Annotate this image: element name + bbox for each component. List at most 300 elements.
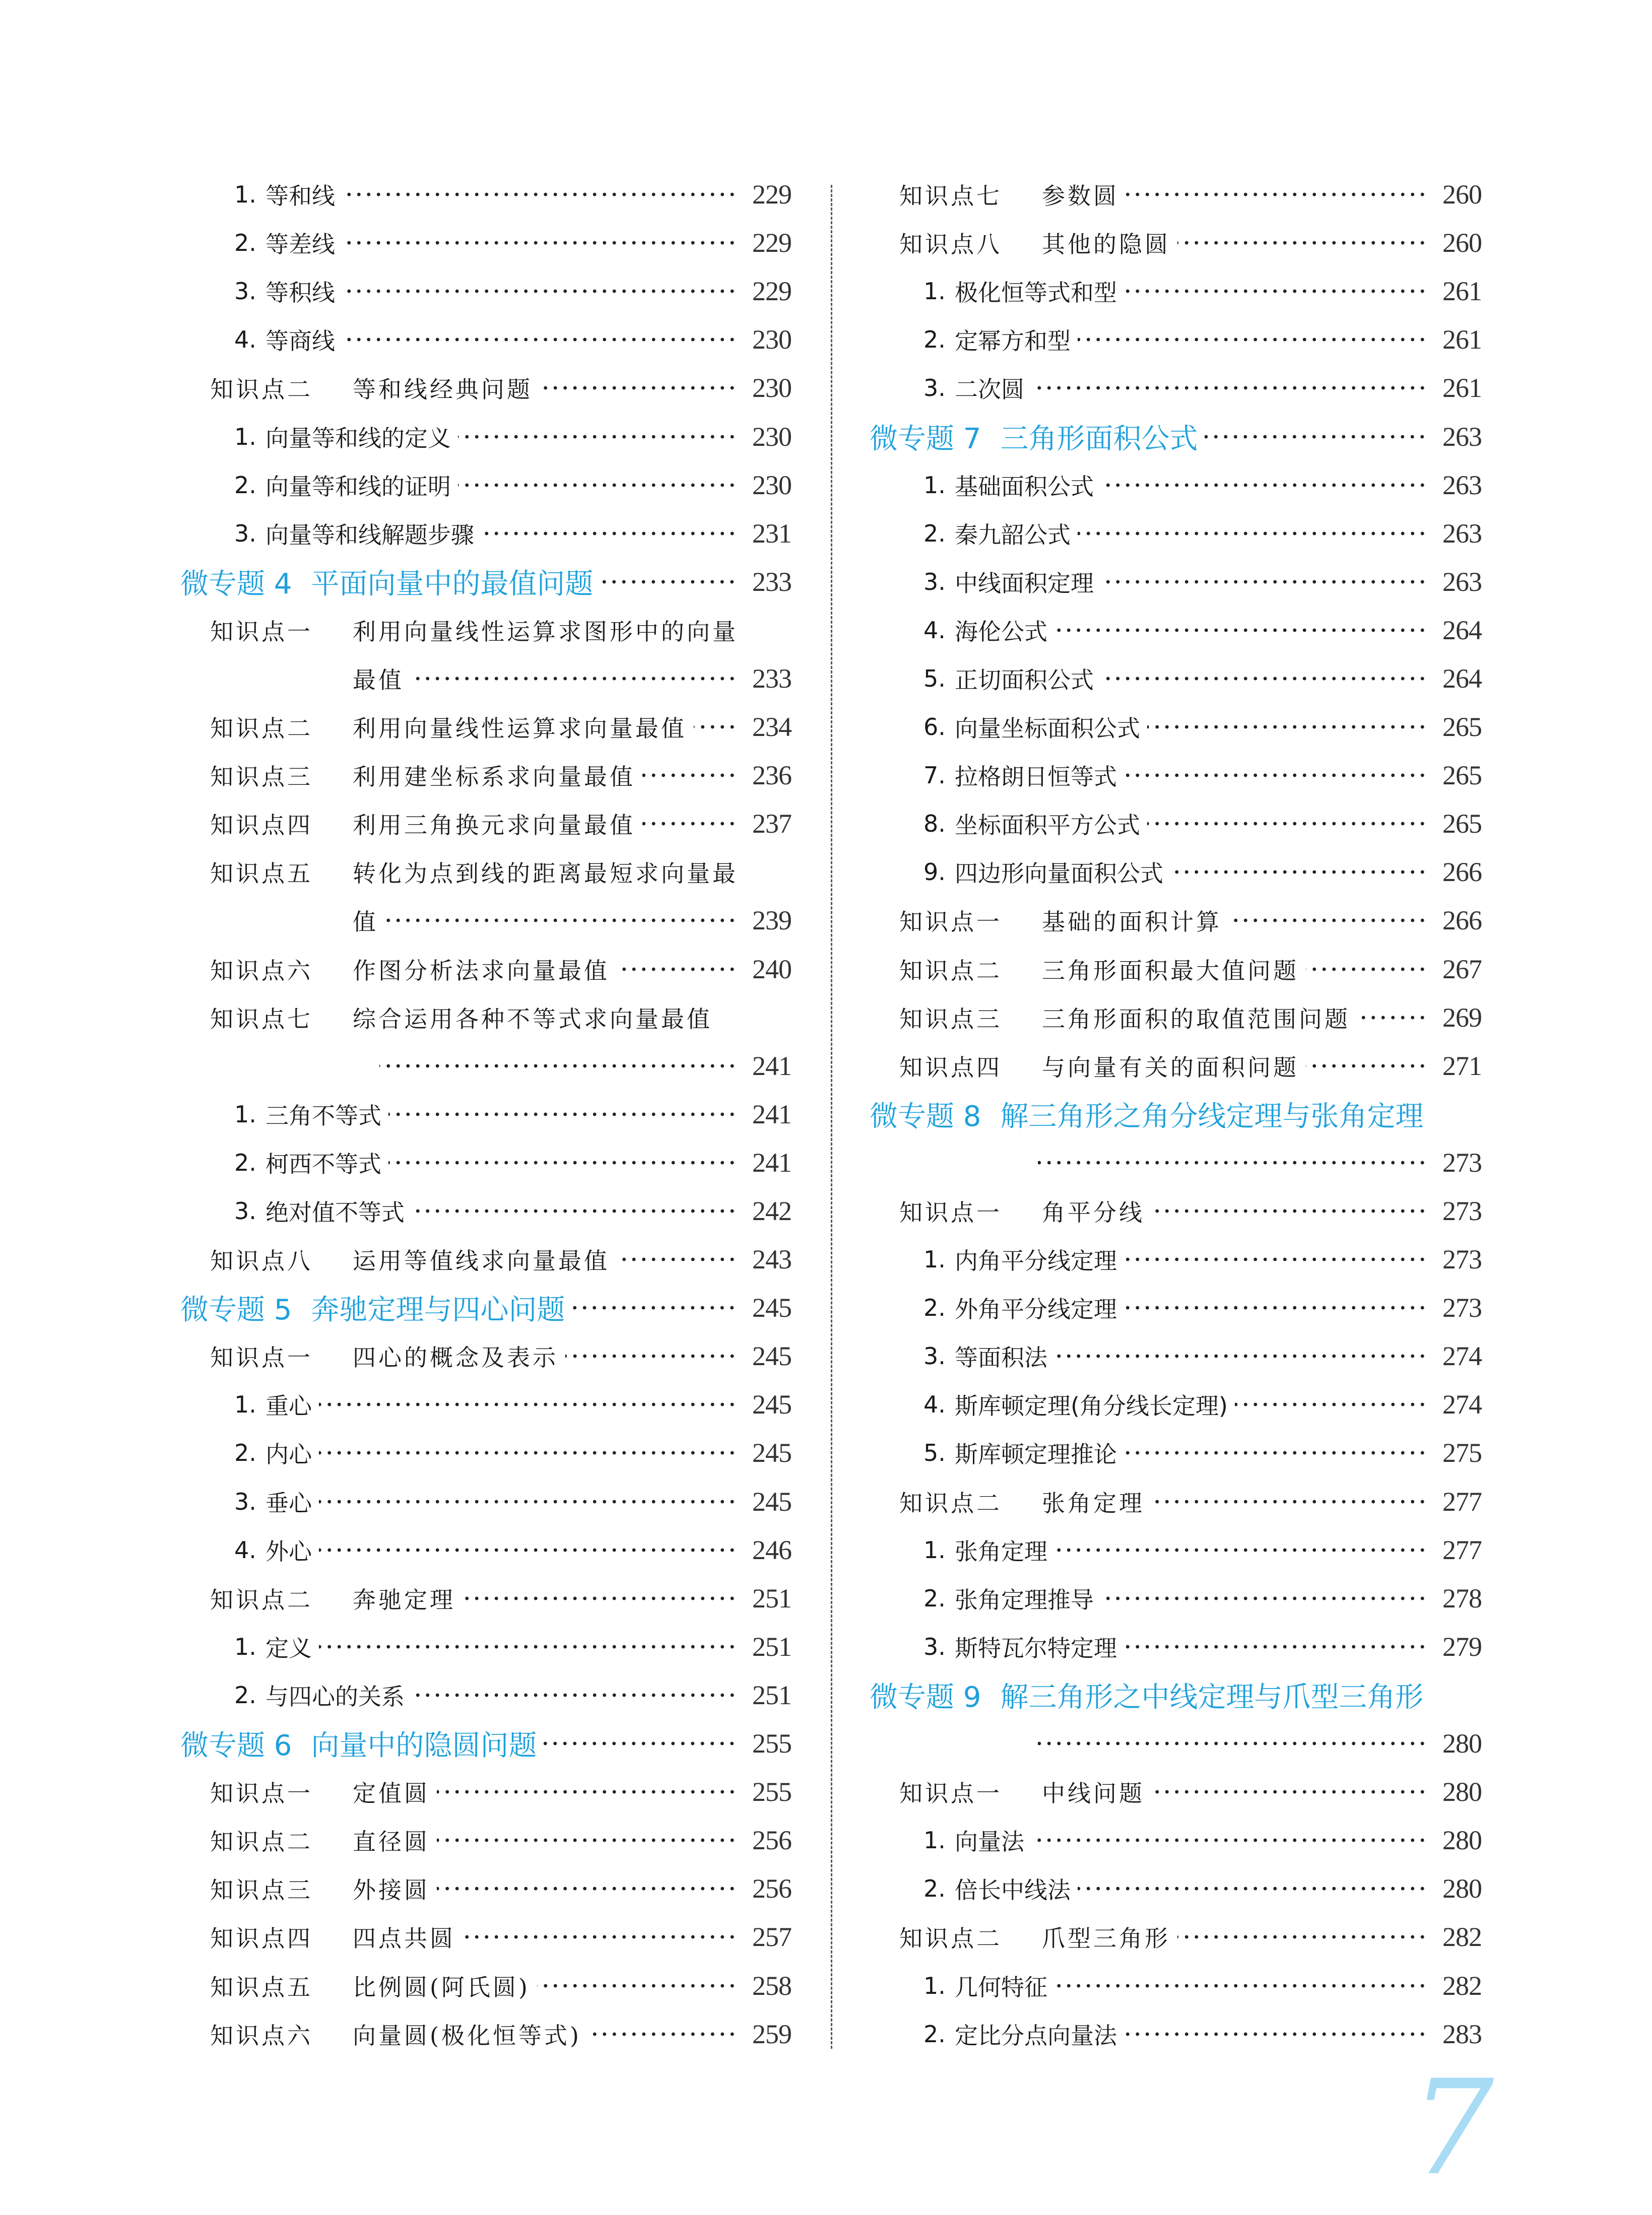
dot-leader bbox=[1177, 240, 1427, 245]
toc-item-entry[interactable] bbox=[180, 1671, 791, 1719]
topic-label: 微专题 4 bbox=[180, 567, 292, 600]
toc-item-entry[interactable] bbox=[180, 1187, 791, 1235]
item-number: 1. bbox=[234, 181, 256, 209]
entry-label bbox=[210, 1969, 530, 2002]
item-number: 3. bbox=[923, 374, 946, 402]
knowledge-point-title: 基础的面积计算 bbox=[1042, 908, 1222, 936]
page-number: 7 bbox=[1411, 2052, 1494, 2204]
toc-left-column bbox=[180, 170, 791, 2058]
toc-item-entry[interactable] bbox=[180, 1090, 791, 1138]
item-title: 等差线 bbox=[266, 231, 335, 258]
entry-label bbox=[234, 275, 335, 308]
entry-label bbox=[870, 417, 1198, 457]
entry-label bbox=[923, 565, 1094, 598]
toc-item-entry[interactable] bbox=[870, 1816, 1482, 1864]
dot-leader bbox=[1306, 967, 1427, 972]
toc-knowledge-point-entry[interactable] bbox=[180, 364, 791, 412]
toc-item-entry[interactable] bbox=[180, 315, 791, 364]
entry-label bbox=[210, 1775, 430, 1808]
dot-leader bbox=[1170, 869, 1427, 875]
item-title: 向量法 bbox=[955, 1828, 1024, 1856]
entry-label bbox=[234, 1098, 381, 1131]
entry-label bbox=[234, 178, 335, 211]
toc-knowledge-point-entry[interactable] bbox=[180, 945, 791, 993]
page-number-ref: 251 bbox=[752, 1680, 791, 1710]
toc-item-entry[interactable] bbox=[870, 558, 1482, 606]
item-title: 中线面积定理 bbox=[955, 569, 1094, 597]
toc-knowledge-point-entry[interactable] bbox=[870, 1187, 1482, 1235]
page-number-ref: 251 bbox=[752, 1583, 791, 1614]
item-title: 外心 bbox=[266, 1537, 312, 1565]
toc-knowledge-point-entry[interactable] bbox=[870, 170, 1482, 219]
toc-item-entry[interactable] bbox=[180, 1429, 791, 1477]
knowledge-point-title: 参数圆 bbox=[1042, 182, 1119, 210]
entry-label bbox=[210, 614, 738, 647]
page-number-ref: 266 bbox=[1442, 857, 1482, 888]
toc-item-entry[interactable] bbox=[180, 1380, 791, 1429]
dot-leader bbox=[544, 1741, 737, 1746]
item-number: 3. bbox=[923, 1343, 946, 1370]
entry-label bbox=[899, 1485, 1145, 1518]
topic-label: 微专题 7 bbox=[870, 422, 981, 455]
page-number-ref: 273 bbox=[1442, 1196, 1482, 1227]
item-number: 2. bbox=[234, 1149, 256, 1176]
toc-item-entry[interactable] bbox=[180, 1138, 791, 1187]
knowledge-point-label: 知识点七 bbox=[210, 1005, 313, 1033]
dot-leader bbox=[412, 1693, 737, 1698]
dot-leader bbox=[1124, 1644, 1427, 1649]
page-number-ref: 229 bbox=[752, 179, 791, 210]
dot-leader bbox=[1078, 531, 1427, 536]
dot-leader bbox=[1101, 1596, 1427, 1601]
knowledge-point-title: 利用向量线性运算求向量最值 bbox=[353, 715, 687, 743]
toc-item-entry[interactable] bbox=[870, 1961, 1482, 2009]
entry-label bbox=[234, 323, 335, 356]
dot-leader bbox=[694, 724, 737, 729]
toc-item-entry[interactable] bbox=[870, 654, 1482, 703]
entry-label bbox=[923, 1243, 1117, 1276]
page-number-ref: 280 bbox=[1442, 1825, 1482, 1856]
continued-title: 最值 bbox=[353, 666, 404, 694]
toc-item-entry[interactable] bbox=[870, 1623, 1482, 1671]
dot-leader bbox=[1124, 289, 1427, 294]
topic-title: 向量中的隐圆问题 bbox=[311, 1729, 537, 1763]
toc-item-entry[interactable] bbox=[870, 799, 1482, 848]
toc-topic-entry[interactable] bbox=[870, 412, 1482, 460]
item-number: 1. bbox=[923, 471, 946, 499]
dot-leader bbox=[642, 773, 737, 778]
dot-leader bbox=[1152, 1789, 1427, 1794]
toc-knowledge-point-entry[interactable] bbox=[180, 1574, 791, 1623]
item-title: 张角定理 bbox=[955, 1537, 1047, 1565]
item-number: 3. bbox=[234, 1488, 256, 1515]
knowledge-point-label: 知识点六 bbox=[210, 957, 313, 984]
toc-item-entry[interactable] bbox=[870, 606, 1482, 654]
entry-label bbox=[210, 759, 635, 792]
toc-item-entry[interactable] bbox=[870, 1235, 1482, 1284]
page-number-ref: 263 bbox=[1442, 421, 1482, 452]
knowledge-point-label: 知识点二 bbox=[210, 1828, 313, 1856]
dot-leader bbox=[1101, 579, 1427, 584]
entry-label bbox=[899, 226, 1170, 259]
page-number-ref: 280 bbox=[1442, 1777, 1482, 1807]
item-number: 1. bbox=[234, 1100, 256, 1128]
dot-leader bbox=[617, 1257, 737, 1262]
knowledge-point-label: 知识点三 bbox=[210, 763, 313, 791]
entry-label bbox=[923, 323, 1071, 356]
item-number: 1. bbox=[234, 1391, 256, 1419]
toc-knowledge-point-entry[interactable] bbox=[870, 1042, 1482, 1090]
entry-label bbox=[923, 1436, 1117, 1469]
page-number-ref: 258 bbox=[752, 1970, 791, 2001]
entry-label bbox=[899, 1920, 1170, 1954]
toc-continuation-line[interactable] bbox=[180, 654, 791, 703]
toc-continuation-line[interactable] bbox=[180, 1042, 791, 1090]
dot-leader bbox=[1235, 1402, 1427, 1407]
toc-knowledge-point-entry[interactable] bbox=[180, 1768, 791, 1816]
page-number-ref: 278 bbox=[1442, 1583, 1482, 1614]
toc-item-entry[interactable] bbox=[870, 848, 1482, 896]
knowledge-point-label: 知识点八 bbox=[210, 1247, 313, 1275]
toc-topic-entry[interactable] bbox=[180, 1719, 791, 1768]
dot-leader bbox=[617, 967, 737, 972]
toc-item-entry[interactable] bbox=[180, 219, 791, 267]
item-title: 向量等和线的定义 bbox=[266, 424, 451, 452]
entry-label bbox=[210, 1243, 610, 1276]
knowledge-point-label: 知识点四 bbox=[210, 1925, 313, 1953]
toc-knowledge-point-entry[interactable] bbox=[870, 1768, 1482, 1816]
page-number-ref: 263 bbox=[1442, 469, 1482, 500]
dot-leader bbox=[1038, 1160, 1427, 1165]
knowledge-point-title: 定值圆 bbox=[353, 1780, 430, 1807]
item-number: 2. bbox=[234, 1439, 256, 1467]
dot-leader bbox=[1152, 1209, 1427, 1214]
dot-leader bbox=[458, 434, 737, 439]
toc-knowledge-point-entry[interactable] bbox=[180, 751, 791, 799]
page-number-ref: 261 bbox=[1442, 276, 1482, 307]
entry-label bbox=[899, 1049, 1299, 1083]
page-number-ref: 245 bbox=[752, 1389, 791, 1420]
toc-item-entry[interactable] bbox=[180, 1526, 791, 1574]
knowledge-point-label: 知识点三 bbox=[899, 1005, 1002, 1033]
toc-item-entry[interactable] bbox=[870, 2010, 1482, 2058]
topic-label: 微专题 8 bbox=[870, 1100, 981, 1133]
toc-item-entry[interactable] bbox=[870, 461, 1482, 509]
toc-item-entry[interactable] bbox=[870, 1864, 1482, 1913]
entry-label bbox=[923, 614, 1047, 647]
dot-leader bbox=[379, 1063, 737, 1068]
toc-knowledge-point-entry[interactable] bbox=[180, 1864, 791, 1913]
toc-item-entry[interactable] bbox=[180, 1478, 791, 1526]
item-title: 海伦公式 bbox=[955, 618, 1047, 645]
entry-label bbox=[923, 1339, 1047, 1373]
page-number-ref: 231 bbox=[752, 518, 791, 549]
toc-continuation-line[interactable] bbox=[180, 896, 791, 945]
toc-item-entry[interactable] bbox=[870, 751, 1482, 799]
item-title: 内角平分线定理 bbox=[955, 1247, 1117, 1275]
toc-item-entry[interactable] bbox=[870, 703, 1482, 751]
item-title: 定幂方和型 bbox=[955, 327, 1071, 355]
toc-topic-entry[interactable] bbox=[180, 1284, 791, 1332]
knowledge-point-label: 知识点一 bbox=[210, 1780, 313, 1807]
item-title: 基础面积公式 bbox=[955, 473, 1094, 500]
dot-leader bbox=[540, 385, 737, 390]
entry-label bbox=[923, 1872, 1071, 1905]
knowledge-point-label: 知识点一 bbox=[899, 908, 1002, 936]
toc-item-entry[interactable] bbox=[180, 461, 791, 509]
knowledge-point-title: 外接圆 bbox=[353, 1876, 430, 1904]
page-number-ref: 256 bbox=[752, 1873, 791, 1904]
knowledge-point-label: 知识点二 bbox=[210, 715, 313, 743]
toc-knowledge-point-entry[interactable] bbox=[180, 1961, 791, 2009]
item-number: 3. bbox=[234, 1197, 256, 1225]
toc-knowledge-point-entry[interactable] bbox=[180, 606, 791, 654]
dot-leader bbox=[437, 1789, 737, 1794]
knowledge-point-title: 爪型三角形 bbox=[1042, 1925, 1170, 1953]
knowledge-point-label: 知识点二 bbox=[899, 957, 1002, 984]
page-number-ref: 269 bbox=[1442, 1002, 1482, 1033]
toc-knowledge-point-entry[interactable] bbox=[870, 945, 1482, 993]
item-number: 5. bbox=[923, 1439, 946, 1467]
page-number-ref: 251 bbox=[752, 1631, 791, 1662]
page-number-ref: 260 bbox=[1442, 228, 1482, 258]
toc-item-entry[interactable] bbox=[870, 267, 1482, 315]
toc-item-entry[interactable] bbox=[870, 1332, 1482, 1380]
page-number-ref: 265 bbox=[1442, 760, 1482, 791]
item-title: 向量等和线的证明 bbox=[266, 473, 451, 500]
toc-item-entry[interactable] bbox=[870, 1574, 1482, 1623]
page-number-ref: 245 bbox=[752, 1486, 791, 1517]
entry-label bbox=[234, 468, 451, 502]
entry-label bbox=[923, 1582, 1094, 1615]
page-number-ref: 260 bbox=[1442, 179, 1482, 210]
entry-label bbox=[923, 710, 1140, 744]
entry-label bbox=[899, 178, 1119, 211]
page-number-ref: 267 bbox=[1442, 954, 1482, 984]
item-number: 2. bbox=[234, 471, 256, 499]
toc-knowledge-point-entry[interactable] bbox=[180, 2010, 791, 2058]
entry-label bbox=[180, 562, 593, 602]
dot-leader bbox=[1152, 1499, 1427, 1504]
item-title: 向量坐标面积公式 bbox=[955, 715, 1140, 743]
knowledge-point-title: 中线问题 bbox=[1042, 1780, 1145, 1807]
entry-label bbox=[234, 1679, 405, 1712]
toc-knowledge-point-entry[interactable] bbox=[180, 1235, 791, 1284]
dot-leader bbox=[388, 1160, 737, 1165]
page-number-ref: 280 bbox=[1442, 1728, 1482, 1759]
entry-label bbox=[923, 517, 1071, 550]
toc-knowledge-point-entry[interactable] bbox=[870, 1478, 1482, 1526]
entry-label bbox=[234, 1146, 381, 1179]
topic-title: 解三角形之中线定理与爪型三角形 bbox=[1000, 1681, 1424, 1714]
page-number-ref: 233 bbox=[752, 663, 791, 694]
toc-item-entry[interactable] bbox=[180, 1623, 791, 1671]
toc-continuation-line[interactable] bbox=[870, 1138, 1482, 1187]
entry-label bbox=[210, 2018, 581, 2051]
item-title: 极化恒等式和型 bbox=[955, 279, 1117, 307]
toc-knowledge-point-entry[interactable] bbox=[180, 1913, 791, 1961]
dot-leader bbox=[572, 1305, 737, 1310]
dot-leader bbox=[565, 1354, 737, 1359]
toc-topic-entry[interactable] bbox=[180, 558, 791, 606]
toc-item-entry[interactable] bbox=[870, 364, 1482, 412]
page-number-ref: 274 bbox=[1442, 1389, 1482, 1420]
page-number-ref: 271 bbox=[1442, 1050, 1482, 1081]
dot-leader bbox=[1124, 2032, 1427, 2037]
dot-leader bbox=[1124, 773, 1427, 778]
toc-topic-entry[interactable] bbox=[870, 1671, 1482, 1719]
toc-knowledge-point-entry[interactable] bbox=[180, 1816, 791, 1864]
page-number-ref: 263 bbox=[1442, 518, 1482, 549]
item-number: 4. bbox=[234, 1536, 256, 1564]
toc-item-entry[interactable] bbox=[870, 315, 1482, 364]
item-title: 正切面积公式 bbox=[955, 666, 1094, 694]
page-number-ref: 261 bbox=[1442, 324, 1482, 355]
topic-label: 微专题 5 bbox=[180, 1294, 292, 1327]
toc-topic-entry[interactable] bbox=[870, 1090, 1482, 1138]
item-title: 拉格朗日恒等式 bbox=[955, 763, 1117, 791]
page-number-ref: 240 bbox=[752, 954, 791, 984]
page-number-ref: 259 bbox=[752, 2019, 791, 2049]
item-title: 定义 bbox=[266, 1634, 312, 1662]
knowledge-point-title: 利用向量线性运算求图形中的向量 bbox=[353, 618, 738, 645]
entry-label bbox=[234, 517, 474, 550]
entry-label bbox=[899, 904, 1222, 937]
page-number-ref: 277 bbox=[1442, 1534, 1482, 1565]
toc-knowledge-point-entry[interactable] bbox=[870, 896, 1482, 945]
topic-title: 奔驰定理与四心问题 bbox=[311, 1294, 565, 1327]
dot-leader bbox=[1306, 1063, 1427, 1068]
toc-item-entry[interactable] bbox=[870, 509, 1482, 558]
dot-leader bbox=[319, 1450, 737, 1455]
page-number-ref: 279 bbox=[1442, 1631, 1482, 1662]
knowledge-point-label: 知识点八 bbox=[899, 231, 1002, 258]
entry-label bbox=[923, 275, 1117, 308]
page-number-ref: 280 bbox=[1442, 1873, 1482, 1904]
toc-knowledge-point-entry[interactable] bbox=[870, 219, 1482, 267]
knowledge-point-label: 知识点二 bbox=[899, 1489, 1002, 1517]
knowledge-point-label: 知识点六 bbox=[210, 2022, 313, 2049]
page-number-ref: 230 bbox=[752, 469, 791, 500]
page-number-ref: 237 bbox=[752, 809, 791, 839]
toc-knowledge-point-entry[interactable] bbox=[870, 1913, 1482, 1961]
entry-label bbox=[234, 1533, 312, 1567]
knowledge-point-label: 知识点二 bbox=[210, 376, 313, 404]
entry-label bbox=[210, 1872, 430, 1905]
toc-item-entry[interactable] bbox=[180, 509, 791, 558]
toc-knowledge-point-entry[interactable] bbox=[180, 1332, 791, 1380]
knowledge-point-title: 张角定理 bbox=[1042, 1489, 1145, 1517]
entry-label bbox=[210, 1582, 455, 1615]
toc-knowledge-point-entry[interactable] bbox=[180, 799, 791, 848]
knowledge-point-title: 四点共圆 bbox=[353, 1925, 455, 1953]
toc-item-entry[interactable] bbox=[870, 1380, 1482, 1429]
page-number-ref: 282 bbox=[1442, 1970, 1482, 2001]
dot-leader bbox=[1054, 628, 1427, 633]
entry-label bbox=[234, 1194, 405, 1228]
entry-label bbox=[234, 1436, 312, 1469]
knowledge-point-label: 知识点一 bbox=[210, 1344, 313, 1372]
topic-title: 三角形面积公式 bbox=[1000, 422, 1198, 455]
page-number-ref: 236 bbox=[752, 760, 791, 791]
item-title: 外角平分线定理 bbox=[955, 1296, 1117, 1323]
toc-knowledge-point-entry[interactable] bbox=[180, 848, 791, 896]
page-number-ref: 263 bbox=[1442, 566, 1482, 597]
entry-label bbox=[899, 1194, 1145, 1228]
entry-label bbox=[234, 226, 335, 259]
knowledge-point-label: 知识点三 bbox=[210, 1876, 313, 1904]
dot-leader bbox=[1147, 821, 1427, 826]
toc-item-entry[interactable] bbox=[180, 267, 791, 315]
dot-leader bbox=[342, 337, 737, 342]
dot-leader bbox=[1031, 385, 1427, 390]
page-number-ref: 273 bbox=[1442, 1293, 1482, 1323]
dot-leader bbox=[319, 1499, 737, 1504]
dot-leader bbox=[462, 1596, 737, 1601]
knowledge-point-label: 知识点二 bbox=[210, 1586, 313, 1614]
page-number-ref: 257 bbox=[752, 1922, 791, 1953]
item-number: 1. bbox=[923, 1972, 946, 1999]
toc-continuation-line[interactable] bbox=[870, 1719, 1482, 1768]
item-number: 1. bbox=[234, 423, 256, 450]
toc-item-entry[interactable] bbox=[870, 1429, 1482, 1477]
entry-label bbox=[210, 1001, 712, 1034]
knowledge-point-title: 与向量有关的面积问题 bbox=[1042, 1053, 1299, 1081]
page-number-ref: 241 bbox=[752, 1147, 791, 1178]
entry-label bbox=[923, 807, 1140, 840]
entry-label bbox=[870, 1094, 1423, 1134]
toc-item-entry[interactable] bbox=[180, 170, 791, 219]
item-number: 9. bbox=[923, 858, 946, 886]
knowledge-point-title: 作图分析法求向量最值 bbox=[353, 957, 610, 984]
toc-item-entry[interactable] bbox=[870, 1284, 1482, 1332]
topic-title: 平面向量中的最值问题 bbox=[311, 567, 593, 600]
toc-knowledge-point-entry[interactable] bbox=[180, 993, 791, 1042]
knowledge-point-title: 角平分线 bbox=[1042, 1199, 1145, 1227]
entry-label bbox=[923, 759, 1117, 792]
item-number: 3. bbox=[923, 568, 946, 595]
knowledge-point-label: 知识点一 bbox=[899, 1199, 1002, 1227]
toc-knowledge-point-entry[interactable] bbox=[870, 993, 1482, 1042]
page-number-ref: 230 bbox=[752, 373, 791, 404]
knowledge-point-title: 四心的概念及表示 bbox=[353, 1344, 558, 1372]
entry-label bbox=[923, 1824, 1024, 1857]
item-number: 3. bbox=[923, 1633, 946, 1660]
entry-label bbox=[234, 420, 451, 453]
dot-leader bbox=[319, 1644, 737, 1649]
topic-title: 解三角形之角分线定理与张角定理 bbox=[1000, 1100, 1424, 1133]
item-title: 柯西不等式 bbox=[266, 1150, 381, 1178]
toc-item-entry[interactable] bbox=[870, 1526, 1482, 1574]
item-number: 2. bbox=[923, 326, 946, 354]
dot-leader bbox=[437, 1838, 737, 1843]
item-title: 内心 bbox=[266, 1441, 312, 1468]
entry-label bbox=[923, 662, 1094, 695]
knowledge-point-title: 其他的隐圆 bbox=[1042, 231, 1170, 258]
item-title: 向量等和线解题步骤 bbox=[266, 521, 474, 549]
item-number: 3. bbox=[234, 278, 256, 305]
item-number: 4. bbox=[923, 1391, 946, 1419]
entry-label bbox=[923, 1533, 1047, 1567]
item-number: 2. bbox=[923, 1584, 946, 1612]
dot-leader bbox=[1124, 1305, 1427, 1310]
knowledge-point-title: 向量圆(极化恒等式) bbox=[353, 2022, 581, 2049]
dot-leader bbox=[1147, 724, 1427, 729]
toc-item-entry[interactable] bbox=[180, 412, 791, 460]
topic-label: 微专题 9 bbox=[870, 1681, 981, 1714]
toc-knowledge-point-entry[interactable] bbox=[180, 703, 791, 751]
knowledge-point-title: 奔驰定理 bbox=[353, 1586, 455, 1614]
